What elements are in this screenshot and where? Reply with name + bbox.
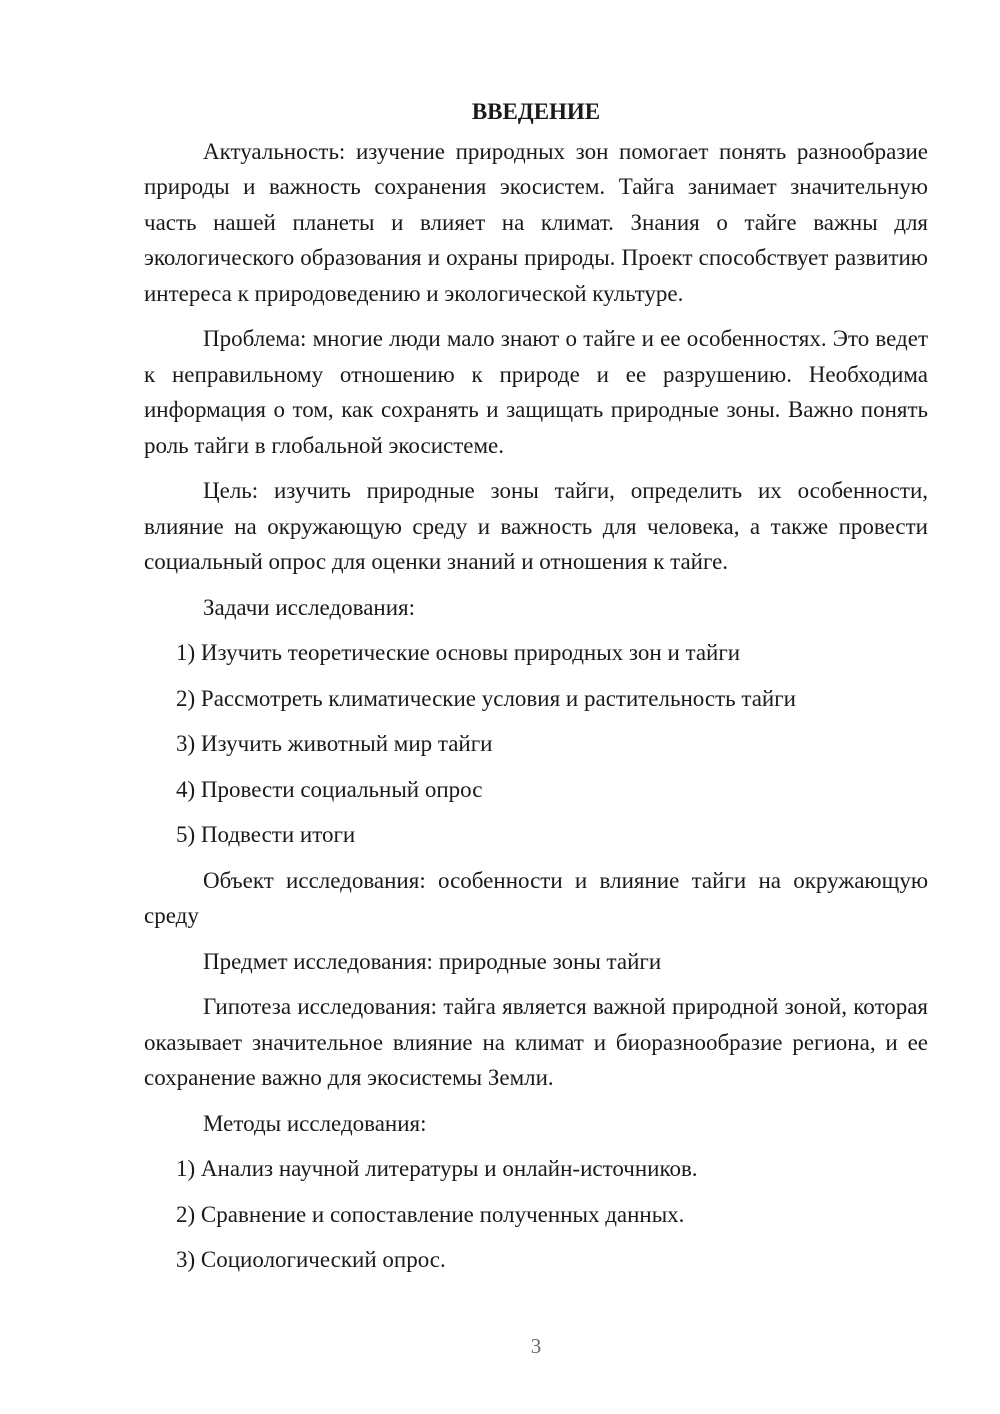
method-item: 2) Сравнение и сопоставление полученных данных.	[176, 1201, 685, 1227]
document-body	[144, 92, 928, 1288]
method-item: 1) Анализ научной литературы и онлайн-источников.	[176, 1156, 698, 1181]
page-number: 3	[530, 1334, 542, 1358]
task-item: 1) Изучить теоретические основы природных зон и тайги	[176, 640, 741, 665]
tasks-heading: Задачи исследования:	[203, 594, 416, 620]
subject-paragraph: Предмет исследования: природные зоны тайги	[203, 948, 662, 974]
task-item: 3) Изучить животный мир тайги	[176, 731, 493, 756]
task-item: 2) Рассмотреть климатические условия и растительность тайги	[176, 685, 796, 711]
relevance-paragraph: Актуальность: изучение природных зон помогает понять разнообразие природы и важность сохранения экосистем. Тайга занимает значительную часть нашей планеты и влияет на климат. Знания о тайге важны для экологического образования и охраны природы. Проект способствует развитию интереса к природоведению и экологической культуре.	[144, 138, 928, 306]
goal-paragraph: Цель: изучить природные зоны тайги, определить их особенности, влияние на окружающую среду и важность для человека, а также провести социальный опрос для оценки знаний и отношения к тайге.	[144, 478, 928, 574]
method-item: 3) Социологический опрос.	[176, 1247, 446, 1272]
task-item: 4) Провести социальный опрос	[176, 776, 483, 802]
problem-paragraph: Проблема: многие люди мало знают о тайге и ее особенностях. Это ведет к неправильному отношению к природе и ее разрушению. Необходима информация о том, как сохранять и защищать природные зоны. Важно понять роль тайги в глобальной экосистеме.	[144, 326, 928, 458]
object-paragraph: Объект исследования: особенности и влияние тайги на окружающую среду	[144, 867, 928, 928]
hypothesis-paragraph: Гипотеза исследования: тайга является важной природной зоной, которая оказывает значительное влияние на климат и биоразнообразие региона, и ее сохранение важно для экосистемы Земли.	[144, 994, 928, 1090]
page-title: ВВЕДЕНИЕ	[471, 99, 601, 124]
task-item: 5) Подвести итоги	[176, 822, 356, 847]
methods-heading: Методы исследования:	[203, 1110, 427, 1136]
